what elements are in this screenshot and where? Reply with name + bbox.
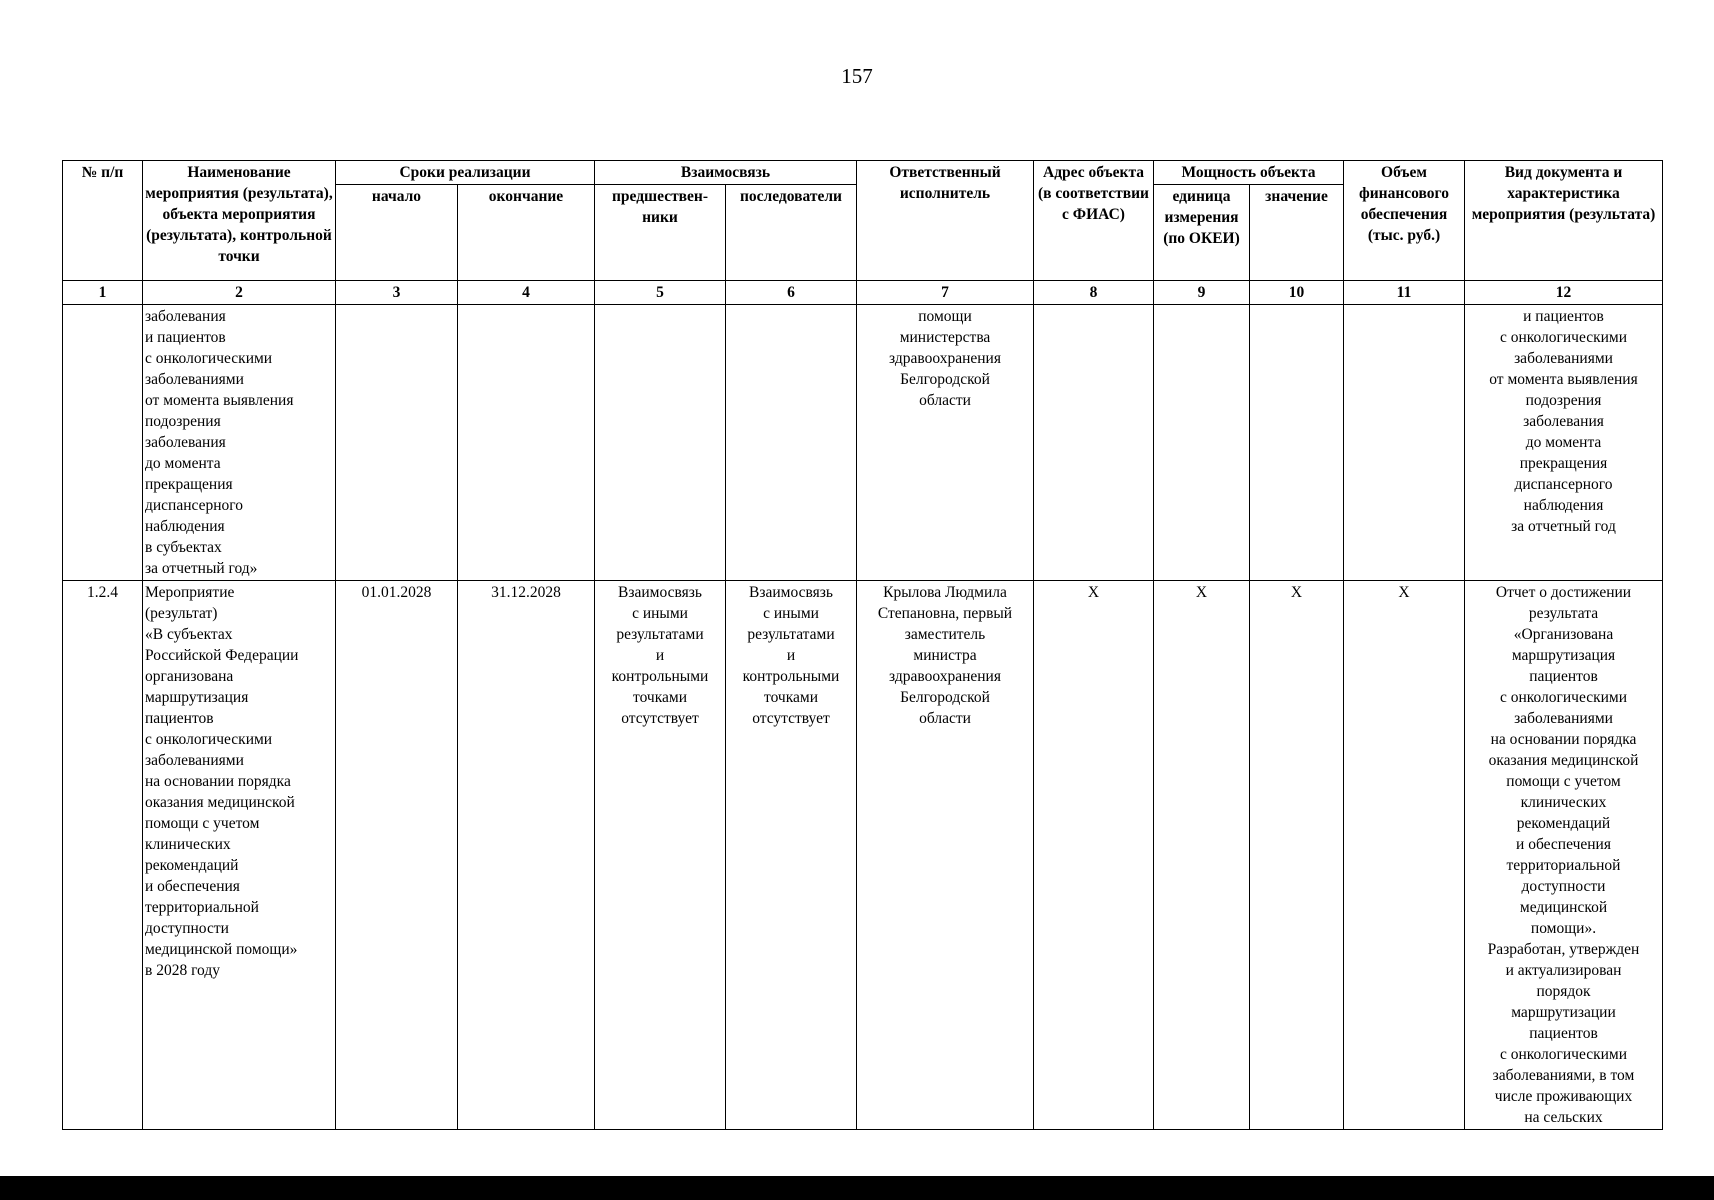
header-row-1 [63,161,1663,185]
cell-end [458,305,595,581]
header-finance: Объем финансового обеспечения (тыс. руб.) [1344,161,1465,281]
cell-address: Х [1034,581,1154,1130]
column-number: 10 [1250,281,1344,305]
cell-successors [726,305,857,581]
cell-end: 31.12.2028 [458,581,595,1130]
column-number: 6 [726,281,857,305]
header-predecessors: предшествен-ники [595,185,726,281]
column-number: 5 [595,281,726,305]
header-terms: Сроки реализации [336,161,595,185]
header-end: окончание [458,185,595,281]
cell-value [1250,305,1344,581]
column-number: 11 [1344,281,1465,305]
cell-predecessors [595,305,726,581]
cell-name: заболевания и пациентов с онкологическими заболеваниями от момента выявления подозрения заболевания до момента прекращения диспансерного наблюдения в субъектах за отчетный год» [143,305,336,581]
cell-successors: Взаимосвязь с иными результатами и контрольными точками отсутствует [726,581,857,1130]
cell-name: Мероприятие (результат) «В субъектах Российской Федерации организована маршрутизация пациентов с онкологическими заболеваниями на основании порядка оказания медицинской помощи с учетом клинических рекомендаций и обеспечения территориальной доступности медицинской помощи» в 2028 году [143,581,336,1130]
table-row [63,305,1663,581]
header-successors: последователи [726,185,857,281]
scan-edge-bar [0,1176,1714,1200]
cell-document: Отчет о достижении результата «Организована маршрутизация пациентов с онкологическими заболеваниями на основании порядка оказания медицинской помощи с учетом клинических рекомендаций и обеспечения территориальной доступности медицинской помощи». Разработан, утвержден и актуализирован порядок маршрутизации пациентов с онкологическими заболеваниями, в том числе проживающих на сельских [1465,581,1663,1130]
column-number: 9 [1154,281,1250,305]
cell-address [1034,305,1154,581]
column-number: 7 [857,281,1034,305]
header-link: Взаимосвязь [595,161,857,185]
column-number-row [63,281,1663,305]
cell-start: 01.01.2028 [336,581,458,1130]
header-document: Вид документа и характеристика мероприятия (результата) [1465,161,1663,281]
header-no: № п/п [63,161,143,281]
cell-no [63,305,143,581]
column-number: 4 [458,281,595,305]
table-row [63,581,1663,1130]
header-responsible: Ответственный исполнитель [857,161,1034,281]
header-name: Наименование мероприятия (результата), объекта мероприятия (результата), контрольной точки [143,161,336,281]
cell-finance [1344,305,1465,581]
column-number: 3 [336,281,458,305]
column-number: 8 [1034,281,1154,305]
cell-value: Х [1250,581,1344,1130]
header-address: Адрес объекта (в соответствии с ФИАС) [1034,161,1154,281]
cell-predecessors: Взаимосвязь с иными результатами и контрольными точками отсутствует [595,581,726,1130]
cell-finance: Х [1344,581,1465,1130]
plan-table [62,160,1663,1130]
header-unit: единица измерения (по ОКЕИ) [1154,185,1250,281]
cell-unit [1154,305,1250,581]
column-number: 12 [1465,281,1663,305]
cell-responsible: помощи министерства здравоохранения Белгородской области [857,305,1034,581]
cell-document: и пациентов с онкологическими заболеваниями от момента выявления подозрения заболевания до момента прекращения диспансерного наблюдения за отчетный год [1465,305,1663,581]
cell-start [336,305,458,581]
page-number: 157 [841,64,873,88]
header-start: начало [336,185,458,281]
cell-unit: Х [1154,581,1250,1130]
header-power: Мощность объекта [1154,161,1344,185]
column-number: 2 [143,281,336,305]
column-number: 1 [63,281,143,305]
cell-no: 1.2.4 [63,581,143,1130]
header-value: значение [1250,185,1344,281]
cell-responsible: Крылова Людмила Степановна, первый заместитель министра здравоохранения Белгородской области [857,581,1034,1130]
